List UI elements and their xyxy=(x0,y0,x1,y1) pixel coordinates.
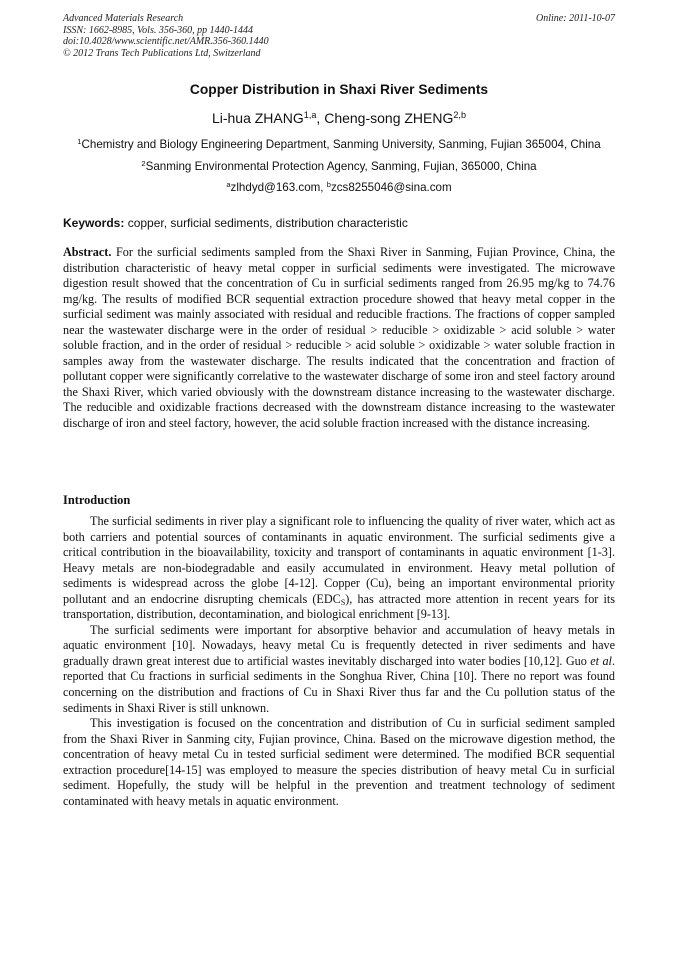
paper-title: Copper Distribution in Shaxi River Sediments xyxy=(189,82,489,97)
abstract-label: Abstract. xyxy=(63,245,112,259)
introduction-body xyxy=(63,514,615,809)
email-a-label: a xyxy=(226,179,231,189)
intro-p1-text-cont: ), has attracted more attention in recent years for its transportation, distribution, decontamination, and biological enrichment [9-13]. xyxy=(63,591,615,622)
copyright-line: © 2012 Trans Tech Publications Ltd, Switzerland xyxy=(63,47,261,59)
journal-header xyxy=(63,13,615,59)
keywords-text: copper, surficial sediments, distribution characteristic xyxy=(124,216,408,230)
email-b: zcs8255046@sina.com xyxy=(330,181,452,194)
affiliation-2-num: 2 xyxy=(141,158,146,168)
author-1-affil: 1,a xyxy=(303,110,317,120)
issn-line: ISSN: 1662-8985, Vols. 356-360, pp 1440-1444 xyxy=(63,24,253,36)
affiliation-2-text: Sanming Environmental Protection Agency, Sanming, Fujian, 365000, China xyxy=(145,160,537,173)
intro-paragraph-2 xyxy=(63,623,615,716)
doi-line: doi:10.4028/www.scientific.net/AMR.356-360.1440 xyxy=(63,36,269,48)
intro-paragraph-3: This investigation is focused on the concentration and distribution of Cu in surficial sediment sampled from the Shaxi River in Sanming city, Fujian province, China. Based on the microwave digestion method, the concentration of heavy metal Cu in tested surficial sediment were determined. The modified BCR sequential extraction procedure[14-15] was employed to measure the species distribution of heavy metal Cu in surficial sediment. Hopefully, the study will be helpful in the prevention and treatment technology of sediment contaminated with heavy metals in aquatic environment. xyxy=(63,716,615,808)
affiliation-2 xyxy=(0,160,678,173)
online-date: Online: 2011-10-07 xyxy=(536,13,615,24)
email-line xyxy=(0,181,678,194)
intro-p2-text: The surficial sediments were important for absorptive behavior and accumulation of heavy metals in aquatic environment [10]. Nowadays, heavy metal Cu is frequently detected in river sediments and have gradually drawn great interest due to artificial wastes inevitably discharged into water bodies [10,12]. Guo xyxy=(63,622,615,668)
abstract-text: For the surficial sediments sampled from the Shaxi River in Sanming, Fujian Province, China, the distribution characteristic of heavy metal copper in surficial sediments were investigated. The microwave digestion result showed that the concentration of Cu in surficial sediments ranged from 26.95 mg/kg to 74.76 mg/kg. The results of modified BCR sequential extraction procedure showed that heavy metal copper in the surficial sediment was mainly associated with residual and reducible fractions. The fractions of copper sampled near the wastewater discharge were in the order of residual > reducible > oxidizable > acid soluble > water soluble fraction, and in the order of residual > reducible > acid soluble > oxidizable > water soluble fraction in samples away from the wastewater discharge. The results indicated that the concentration and fraction of pollutant copper were significantly correlative to the wastewater discharge of some iron and steel factory around the Shaxi River, which varied obviously with the downstream distance increasing to the wastewater discharge. The reducible and oxidizable fractions decreased with the downstream distance increasing to the wastewater discharge of iron and steel factory, however, the acid soluble fraction increased with the distance increasing. xyxy=(63,245,615,431)
abstract xyxy=(63,245,615,432)
keywords xyxy=(63,216,615,230)
intro-p2-etal: et al xyxy=(590,653,612,668)
author-1: Li-hua ZHANG xyxy=(211,110,304,126)
affiliation-1-text: Chemistry and Biology Engineering Department, Sanming University, Sanming, Fujian 365004, China xyxy=(81,138,601,151)
intro-paragraph-1 xyxy=(63,514,615,623)
intro-p1-subscript: S xyxy=(340,597,346,607)
author-separator: , xyxy=(316,110,325,126)
author-line xyxy=(0,110,678,126)
introduction-heading: Introduction xyxy=(63,493,131,507)
email-b-label: b xyxy=(326,179,331,189)
affiliation-1 xyxy=(0,138,678,151)
intro-p2-text-cont: . reported that Cu fractions in surficial sediments in the Songhua River, China [10]. There no report was found concerning on the distribution and fractions of Cu in Shaxi River thus far and the Cu pollution status of the sediments in Shaxi River is still unknown. xyxy=(63,653,615,715)
journal-name: Advanced Materials Research xyxy=(63,13,184,24)
affiliation-1-num: 1 xyxy=(77,136,82,146)
email-a: zlhdyd@163.com, xyxy=(230,181,327,194)
author-2: Cheng-song ZHENG xyxy=(324,110,454,126)
keywords-label: Keywords: xyxy=(63,216,125,230)
intro-p1-text: The surficial sediments in river play a significant role to influencing the quality of river water, which act as both carriers and potential sources of contaminants in aquatic environment. The surficial sediments give a critical contribution in the bioavailability, toxicity and transport of contaminants in aquatic environment [1-3]. Heavy metals are non-biodegradable and easily accumulated in environment. Heavy metal pollution of sediments is widespread across the globe [4-12]. Copper (Cu), being an important environmental priority pollutant and an endocrine disrupting chemicals (EDC xyxy=(63,514,615,606)
author-2-affil: 2,b xyxy=(453,110,467,120)
